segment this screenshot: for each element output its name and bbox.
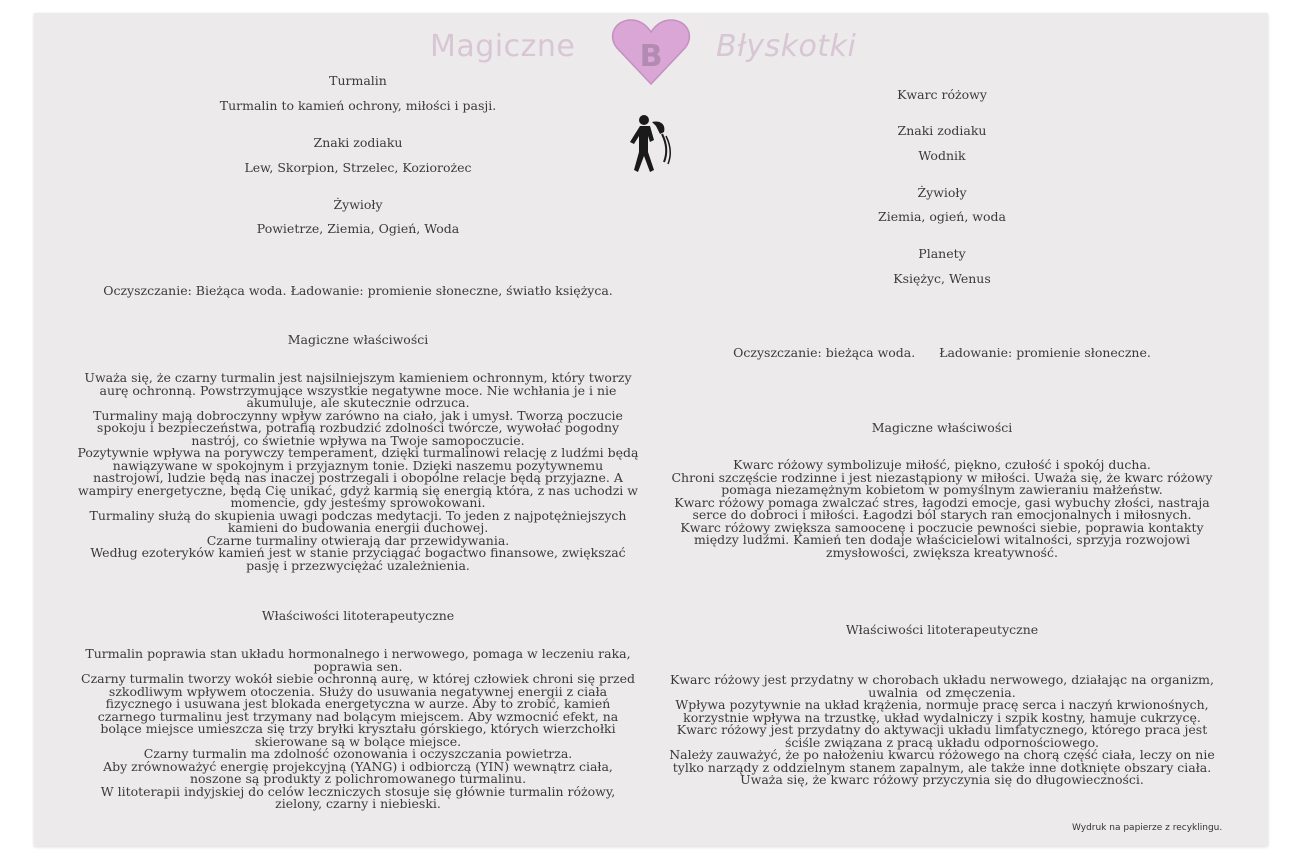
kwarc-title: Kwarc różowy xyxy=(897,87,987,102)
text-line: Wpływa pozytywnie na układ krążenia, normuje pracę serca i naczyń krwionośnych, xyxy=(675,697,1209,712)
lito-paragraph xyxy=(662,674,1222,787)
text-line: spokoju i bezpieczeństwa, potrafią rozbudzić zdolności twórcze, wywołać pogodny xyxy=(96,420,620,435)
text-line: Według ezoteryków kamień jest w stanie przyciągać bogactwo finansowe, zwiększać xyxy=(90,545,626,560)
turmalin-intro: Turmalin to kamień ochrony, miłości i pasji. xyxy=(219,98,497,113)
text-line: Chroni szczęście rodzinne i jest niezastąpiony w miłości. Uważa się, że kwarc różowy xyxy=(671,469,1213,485)
text-line: noszone są produkty z polichromowanego turmalinu. xyxy=(189,771,527,786)
text-line: Kwarc różowy pomaga zwalczać stres, łagodzi emocje, gasi wybuchy złości, nastraja xyxy=(674,494,1210,510)
text-line: wampiry energetyczne, będą Cię unikać, gdyż karmią się energią która, z nas uchodzi w xyxy=(78,482,638,498)
brand-name-right: Błyskotki xyxy=(716,29,857,64)
text-line: Czarne turmaliny otwierają dar przewidywania. xyxy=(206,532,510,548)
text-line: Turmaliny służą do skupienia uwagi podczas medytacji. To jeden z najpotężniejszych xyxy=(89,507,627,523)
text-line: nastrój, co świetnie wpływa na Twoje samopoczucie. xyxy=(191,432,525,448)
text-line: uwalnia od zmęczenia. xyxy=(868,684,1016,700)
elements-heading: Żywioły xyxy=(917,185,967,200)
brand-letter: B xyxy=(639,39,663,74)
text-line: szkodliwym wpływem otoczenia. Służy do usuwania negatywnej energii z ciała xyxy=(108,683,608,699)
zodiac-signs: Lew, Skorpion, Strzelec, Koziorożec xyxy=(244,160,472,175)
text-line: Kwarc różowy zwiększa samoocenę i poczucie pewności siebie, poprawia kontakty xyxy=(680,519,1204,535)
planets-heading: Planety xyxy=(918,246,966,261)
text-line: ściśle związana z pracą układu odpornościowego. xyxy=(785,734,1099,750)
text-line: fizycznego i usuwana jest blokada energetyczna w aurze. Aby to zrobić, kamień xyxy=(105,696,611,711)
text-line: Turmalin poprawia stan układu hormonalnego i nerwowego, pomaga w leczeniu raka, xyxy=(85,646,631,661)
magic-paragraph xyxy=(62,372,654,572)
text-line: tylko narządy z oddzielnym stanem zapalnym, ale także inne dotknięte obszary ciała. xyxy=(672,759,1212,775)
elements-text: Ziemia, ogień, woda xyxy=(878,209,1006,224)
text-line: Czarny turmalin tworzy wokół siebie ochronną aurę, w której człowiek chroni się przed xyxy=(81,671,635,686)
zodiac-signs: Wodnik xyxy=(918,148,966,163)
text-line: Uważa się, że kwarc różowy przyczynia się do długowieczności. xyxy=(740,772,1144,787)
text-line: pasję i przezwyciężać uzależnienia. xyxy=(246,557,470,573)
text-line: nawiązywane w spokojnym i przyjaznym tonie. Dzięki naszemu pozytywnemu xyxy=(112,457,604,473)
planets-text: Księżyc, Wenus xyxy=(893,271,991,286)
lito-heading: Właściwości litoterapeutyczne xyxy=(261,608,455,623)
elements-text: Powietrze, Ziemia, Ogień, Woda xyxy=(256,221,460,236)
text-line: Czarny turmalin ma zdolność ozonowania i oczyszczania powietrza. xyxy=(143,746,573,761)
brand-name-left: Magiczne xyxy=(430,29,576,64)
recycled-paper-note: Wydruk na papierze z recyklingu. xyxy=(1072,823,1223,833)
text-line: pomaga niezamężnym kobietom w pomyślnym zawieraniu małżeństw. xyxy=(721,482,1163,497)
text-line: W litoterapii indyjskiej do celów leczniczych stosuje się głównie turmalin różowy, xyxy=(100,783,616,799)
magic-heading: Magiczne właściwości xyxy=(871,420,1013,435)
text-line: zielony, czarny i niebieski. xyxy=(275,796,441,811)
lito-paragraph xyxy=(62,648,654,811)
text-line: Kwarc różowy jest przydatny w chorobach układu nerwowego, działając na organizm, xyxy=(669,672,1214,687)
text-line: aurę ochronną. Powstrzymujące wszystkie negatywne moce. Nie wchłania je i nie xyxy=(99,382,617,398)
text-line: między ludźmi. Kamień ten dodaje właścicielowi witalności, sprzyja rozwojowi xyxy=(693,532,1191,547)
text-line: serce do dobroci i miłości. Łagodzi ból starych ran emocjonalnych i miłosnych. xyxy=(692,507,1192,522)
text-line: czarnego turmalinu jest trzymany nad bolącym miejscem. Aby wzmocnić efekt, na xyxy=(97,708,619,724)
text-line: Należy zauważyć, że po nałożeniu kwarcu różowego na chorą część ciała, leczy on nie xyxy=(669,747,1215,762)
lito-heading: Właściwości litoterapeutyczne xyxy=(845,622,1039,637)
text-line: Kwarc różowy symbolizuje miłość, piękno, czułość i spokój ducha. xyxy=(733,457,1151,472)
magic-heading: Magiczne właściwości xyxy=(287,332,429,347)
zodiac-heading: Znaki zodiaku xyxy=(897,123,987,138)
text-line: poprawia sen. xyxy=(313,658,403,674)
text-line: bolące miejsce umieszcza się trzy bryłki kryształu górskiego, których wierzchołki xyxy=(100,721,616,736)
text-line: momencie, gdy jesteśmy sprowokowani. xyxy=(230,495,486,510)
text-line: Kwarc różowy jest przydatny do aktywacji układu limfatycznego, którego praca jest xyxy=(676,722,1208,737)
text-line: Pozytywnie wpływa na porywczy temperament, dzięki turmalinowi relację z ludźmi będą xyxy=(77,445,639,460)
zodiac-heading: Znaki zodiaku xyxy=(313,135,403,150)
cleaning-text: Oczyszczanie: bieżąca woda. Ładowanie: promienie słoneczne. xyxy=(733,345,1151,360)
text-line: Turmaliny mają dobroczynny wpływ zarówno na ciało, jak i umysł. Tworzą poczucie xyxy=(93,407,623,423)
text-line: akumuluje, ale skutecznie odrzuca. xyxy=(246,395,470,410)
text-line: Aby zrównoważyć energię projekcyjną (YANG) i odbiorczą (YIN) wewnątrz ciała, xyxy=(103,758,613,774)
cleaning-text: Oczyszczanie: Bieżąca woda. Ładowanie: promienie słoneczne, światło księżyca. xyxy=(103,283,613,298)
text-line: Uważa się, że czarny turmalin jest najsilniejszym kamieniem ochronnym, który tworzy xyxy=(84,370,632,385)
text-line: nastrojowi, ludzie będą nas inaczej postrzegali i obopólne relacje będą przyjazne. A xyxy=(93,470,623,485)
text-line: skierowane są w bolące miejsce. xyxy=(254,733,462,749)
text-line: kamieni do budowania energii duchowej. xyxy=(227,520,489,535)
magic-paragraph xyxy=(662,459,1222,559)
turmalin-title: Turmalin xyxy=(329,73,387,88)
text-line: zmysłowości, zwiększa kreatywność. xyxy=(826,544,1058,560)
elements-heading: Żywioły xyxy=(333,197,383,212)
text-line: korzystnie wpływa na trzustkę, układ wydalniczy i szpik kostny, hamuje cukrzycę. xyxy=(683,709,1201,725)
